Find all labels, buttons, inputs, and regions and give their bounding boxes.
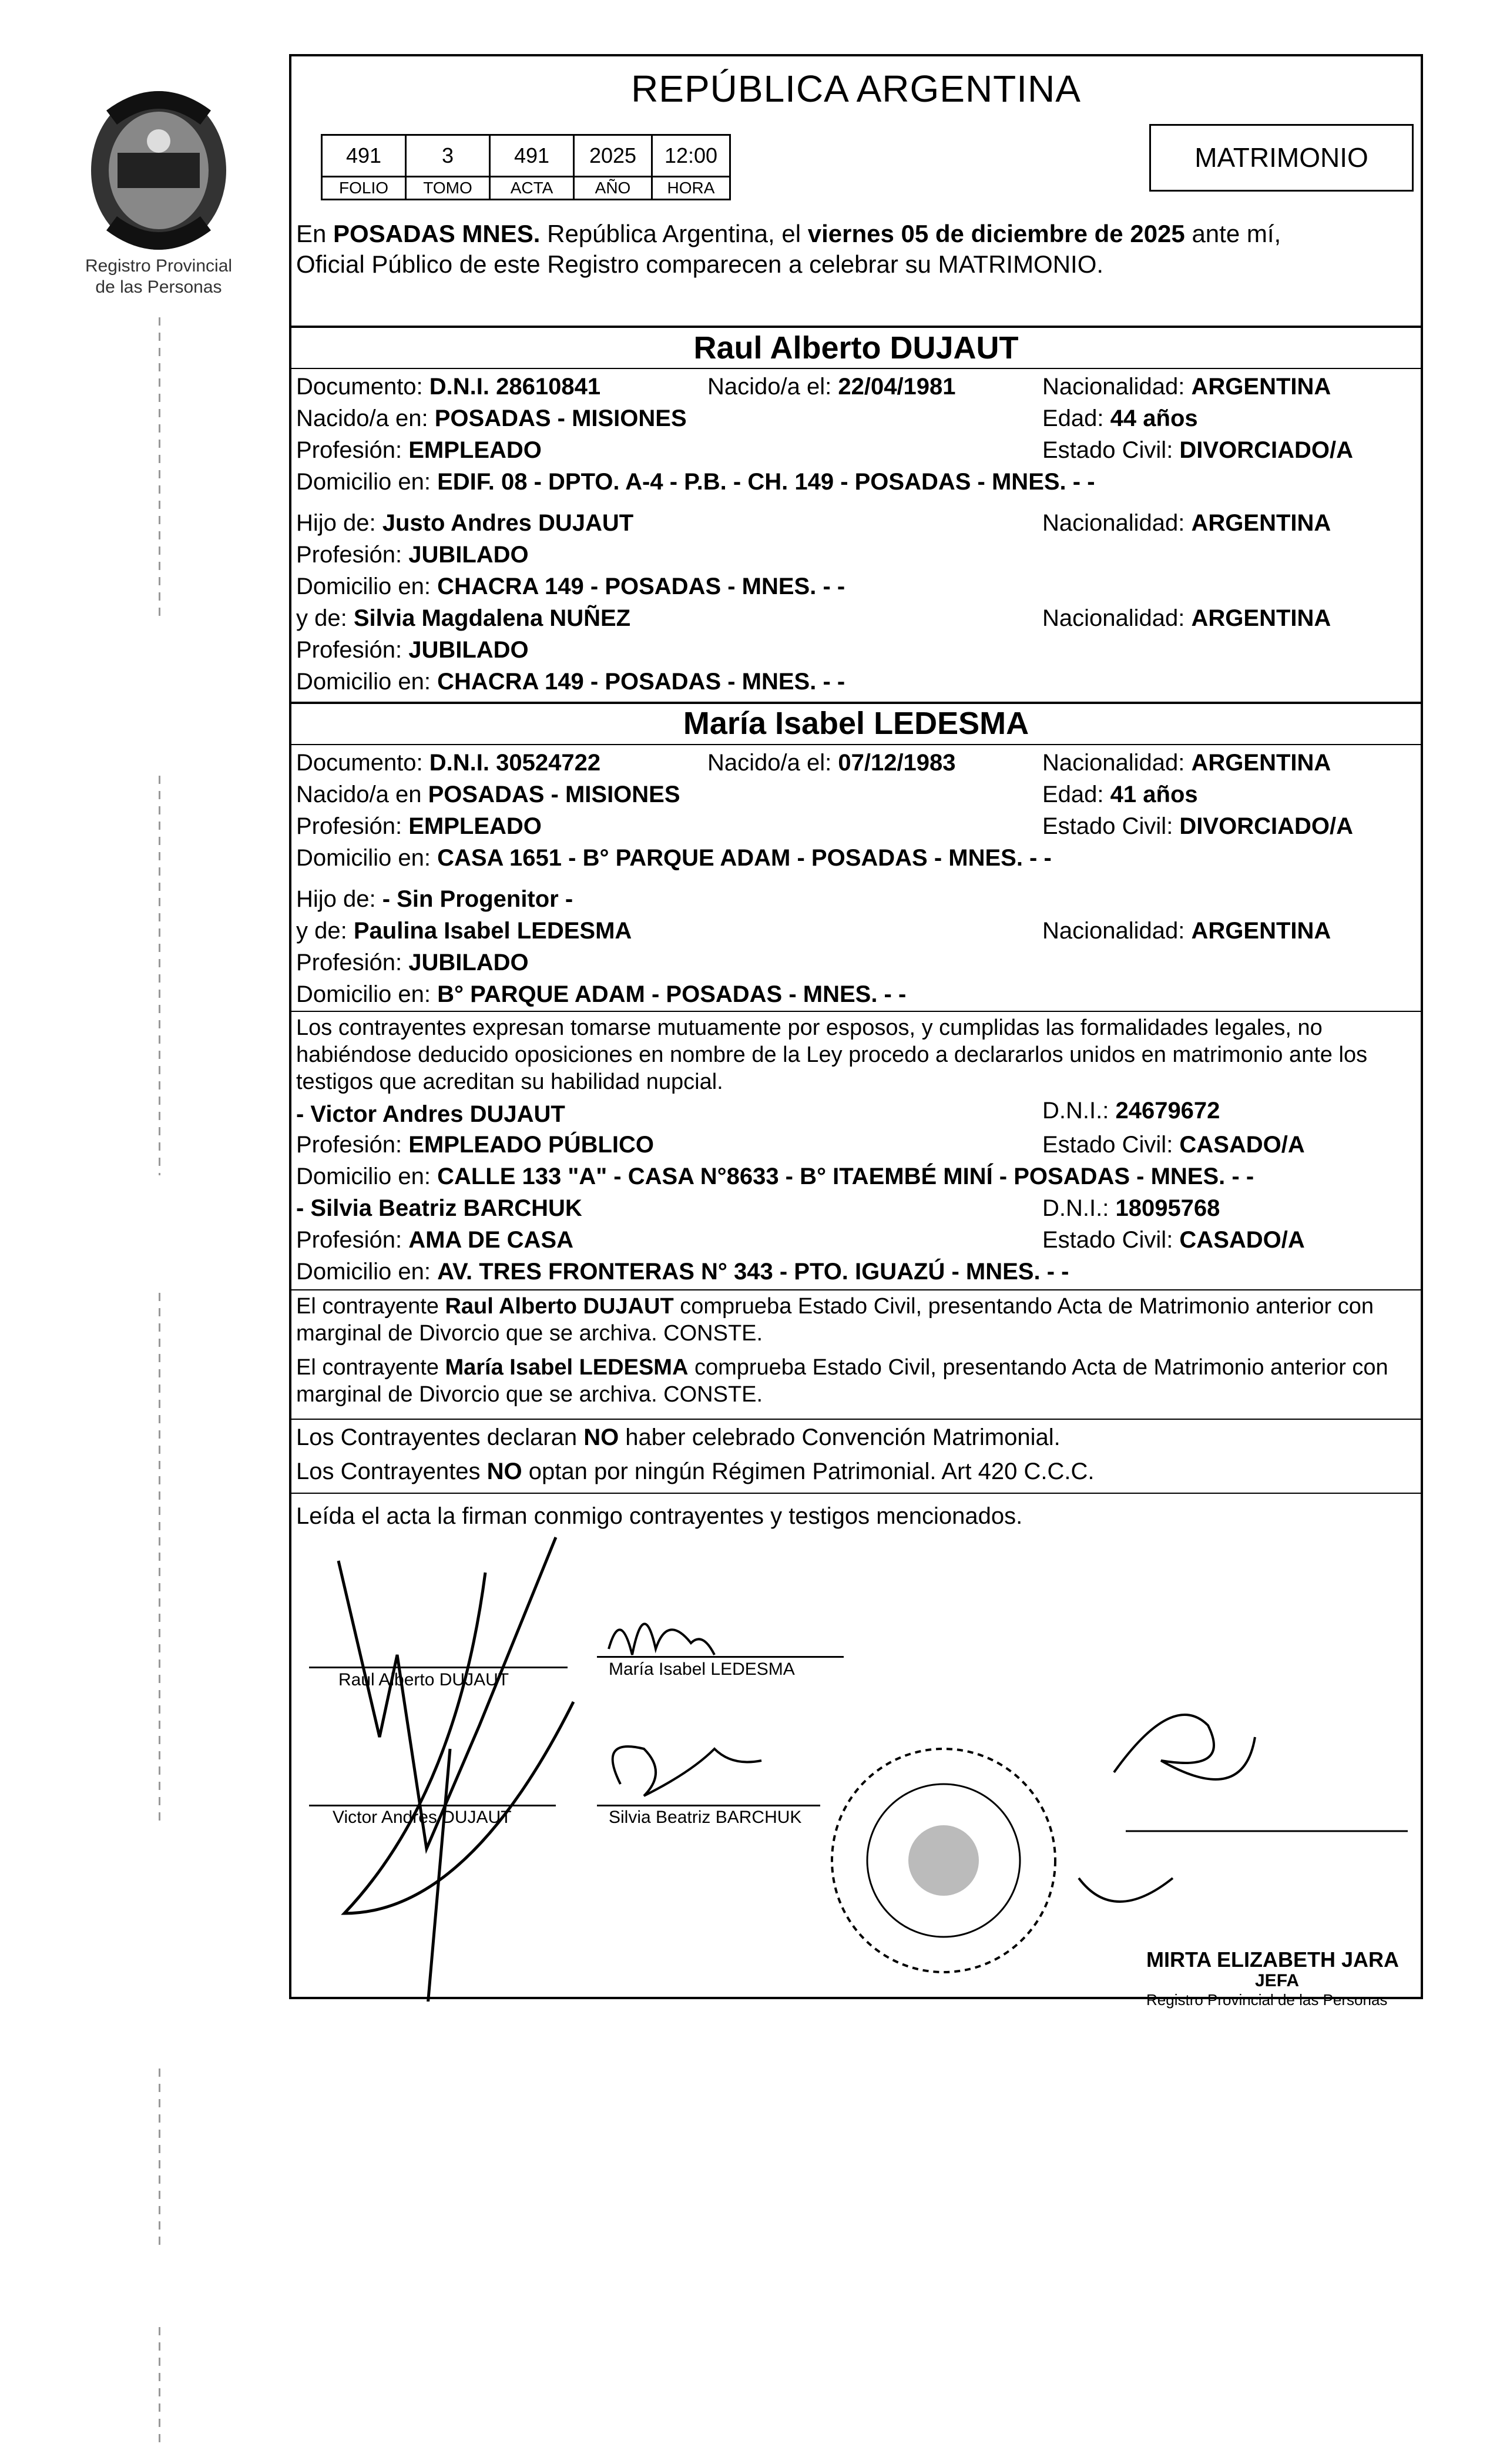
witness1-addr xyxy=(296,1162,1254,1191)
label: Domicilio en: xyxy=(296,1164,438,1189)
value: NO xyxy=(486,1459,522,1484)
margin-dash-line xyxy=(159,776,160,1175)
value: EMPLEADO xyxy=(408,437,542,463)
bride-born xyxy=(707,749,956,777)
declaration-text: Los contrayentes expresan tomarse mutuamente por esposos, y cumplidas las formalidades legales, no habiéndose deducido oposiciones en nombre de la Ley procedo a declararlos unidos en matrimonio ante los testigos que acreditan su habilidad nupcial. xyxy=(296,1015,1368,1094)
groom-addr xyxy=(296,468,1095,496)
groom-born xyxy=(707,373,956,401)
tomo-value: 3 xyxy=(406,135,490,177)
witness2-addr xyxy=(296,1258,1069,1286)
groom-father-prof xyxy=(296,541,529,569)
value: ARGENTINA xyxy=(1191,510,1331,536)
text: optan por ningún Régimen Patrimonial. Art 420 C.C.C. xyxy=(522,1459,1095,1484)
groom-prof xyxy=(296,436,542,464)
value: 24679672 xyxy=(1115,1098,1220,1124)
value: EDIF. 08 - DPTO. A-4 - P.B. - CH. 149 - POSADAS - MNES. - - xyxy=(437,469,1095,495)
value: 18095768 xyxy=(1115,1195,1220,1221)
value: ARGENTINA xyxy=(1191,750,1331,776)
value: CHACRA 149 - POSADAS - MNES. - - xyxy=(437,669,845,695)
logo-caption-line2: de las Personas xyxy=(95,277,222,297)
label: Profesión: xyxy=(296,437,409,463)
groom-mother-nat xyxy=(1042,604,1331,632)
witness1-dni xyxy=(1042,1097,1220,1125)
witness2-civil xyxy=(1042,1226,1305,1254)
value: María Isabel LEDESMA xyxy=(445,1355,689,1380)
year-label: AÑO xyxy=(574,177,652,200)
label: Nacionalidad: xyxy=(1042,510,1192,536)
label: D.N.I.: xyxy=(1042,1098,1116,1124)
groom-name: Raul Alberto DUJAUT xyxy=(693,330,1019,366)
divider xyxy=(291,1011,1421,1012)
acta-label: ACTA xyxy=(490,177,574,200)
value: ARGENTINA xyxy=(1191,605,1331,631)
value: CASADO/A xyxy=(1179,1227,1305,1253)
label: Edad: xyxy=(1042,782,1110,807)
value: JUBILADO xyxy=(408,637,529,663)
bride-nat xyxy=(1042,749,1331,777)
witness1-civil xyxy=(1042,1131,1305,1159)
official-role: JEFA xyxy=(1255,1971,1300,1990)
intro-text: República Argentina, el xyxy=(540,220,808,247)
label: Documento: xyxy=(296,750,429,776)
bride-signature-label: María Isabel LEDESMA xyxy=(609,1660,795,1679)
label: Domicilio en: xyxy=(296,669,438,695)
value: Paulina Isabel LEDESMA xyxy=(353,918,632,944)
tomo-label: TOMO xyxy=(406,177,490,200)
intro-text: ante mí, xyxy=(1184,220,1281,247)
label: Estado Civil: xyxy=(1042,813,1180,839)
label: Estado Civil: xyxy=(1042,437,1180,463)
value: CHACRA 149 - POSADAS - MNES. - - xyxy=(437,574,845,599)
label: Nacionalidad: xyxy=(1042,918,1192,944)
margin-dash-line xyxy=(159,2327,160,2445)
registry-logo xyxy=(71,82,247,306)
year-value: 2025 xyxy=(574,135,652,177)
label: Hijo de: xyxy=(296,510,382,536)
text: Los Contrayentes xyxy=(296,1459,487,1484)
witness1-prof xyxy=(296,1131,654,1159)
label: Domicilio en: xyxy=(296,469,438,495)
value: JUBILADO xyxy=(408,950,529,975)
intro-line1 xyxy=(296,220,1281,248)
divider xyxy=(291,368,1421,369)
official-name: MIRTA ELIZABETH JARA xyxy=(1146,1947,1399,1972)
groom-mother-addr xyxy=(296,668,845,696)
hour-label: HORA xyxy=(652,177,730,200)
label: Domicilio en: xyxy=(296,574,438,599)
value: 22/04/1981 xyxy=(838,374,956,400)
value: Justo Andres DUJAUT xyxy=(382,510,634,536)
value: - Sin Progenitor - xyxy=(382,886,573,912)
page-title: REPÚBLICA ARGENTINA xyxy=(631,68,1081,110)
text: Los Contrayentes declaran xyxy=(296,1424,584,1450)
value: CALLE 133 "A" - CASA N°8633 - B° ITAEMBÉ MINÍ - POSADAS - MNES. - - xyxy=(437,1164,1254,1189)
groom-mother-prof xyxy=(296,636,529,664)
label: Domicilio en: xyxy=(296,1259,438,1285)
bride-mother-nat xyxy=(1042,917,1331,945)
intro-date: viernes 05 de diciembre de 2025 xyxy=(807,220,1185,247)
value: POSADAS - MISIONES xyxy=(434,405,687,431)
closing-text: Leída el acta la firman conmigo contrayentes y testigos mencionados. xyxy=(296,1503,1023,1529)
label: Nacionalidad: xyxy=(1042,605,1192,631)
intro-line2: Oficial Público de este Registro comparecen a celebrar su MATRIMONIO. xyxy=(296,250,1104,278)
text: comprueba Estado Civil, presentando Acta de Matrimonio anterior con marginal de Divorcio que se archiva. CONSTE. xyxy=(296,1355,1388,1407)
groom-age xyxy=(1042,404,1198,433)
acta-value: 491 xyxy=(490,135,574,177)
groom-father-addr xyxy=(296,572,845,601)
note-groom xyxy=(296,1293,1416,1347)
value: CASADO/A xyxy=(1179,1132,1305,1158)
label: Hijo de: xyxy=(296,886,382,912)
text: haber celebrado Convención Matrimonial. xyxy=(619,1424,1061,1450)
witness2-name: - Silvia Beatriz BARCHUK xyxy=(296,1195,582,1221)
bride-name: María Isabel LEDESMA xyxy=(683,706,1029,741)
label: Nacionalidad: xyxy=(1042,750,1192,776)
divider xyxy=(291,1289,1421,1290)
value: DIVORCIADO/A xyxy=(1179,813,1353,839)
witness2-dni xyxy=(1042,1194,1220,1222)
label: Profesión: xyxy=(296,1132,409,1158)
official-seal-icon xyxy=(820,1737,1067,1984)
official-office: Registro Provincial de las Personas xyxy=(1146,1991,1388,2009)
value: AMA DE CASA xyxy=(408,1227,573,1253)
coat-of-arms-icon xyxy=(71,82,247,259)
bride-birthplace xyxy=(296,780,680,809)
value: 44 años xyxy=(1110,405,1198,431)
logo-caption-line1: Registro Provincial xyxy=(85,256,233,276)
groom-signature-label: Raul Alberto DUJAUT xyxy=(338,1670,509,1689)
note-regime xyxy=(296,1457,1095,1486)
intro-text: En xyxy=(296,220,334,247)
label: Nacido/a en xyxy=(296,782,428,807)
hour-value: 12:00 xyxy=(652,135,730,177)
value: NO xyxy=(583,1424,619,1450)
text: El contrayente xyxy=(296,1294,445,1319)
margin-dash-line xyxy=(159,1293,160,1822)
label: Profesión: xyxy=(296,813,409,839)
value: EMPLEADO PÚBLICO xyxy=(408,1132,655,1158)
value: DIVORCIADO/A xyxy=(1179,437,1353,463)
bride-addr xyxy=(296,844,1052,872)
label: Documento: xyxy=(296,374,429,400)
text: comprueba Estado Civil, presentando Acta de Matrimonio anterior con marginal de Divorcio que se archiva. CONSTE. xyxy=(296,1294,1374,1346)
act-type-box: MATRIMONIO xyxy=(1149,124,1414,192)
value: 07/12/1983 xyxy=(838,750,956,776)
value: D.N.I. 28610841 xyxy=(429,374,601,400)
witness2-prof xyxy=(296,1226,573,1254)
bride-doc xyxy=(296,749,600,777)
value: Raul Alberto DUJAUT xyxy=(445,1294,674,1319)
witness2-signature-label: Silvia Beatriz BARCHUK xyxy=(609,1808,802,1827)
value: EMPLEADO xyxy=(408,813,542,839)
bride-prof xyxy=(296,812,542,840)
value: ARGENTINA xyxy=(1191,918,1331,944)
label: Domicilio en: xyxy=(296,845,438,871)
witness1-signature-label: Victor Andres DUJAUT xyxy=(333,1808,512,1827)
label: Nacido/a el: xyxy=(707,750,838,776)
margin-dash-line xyxy=(159,317,160,623)
certificate-frame xyxy=(289,54,1423,2009)
groom-father xyxy=(296,509,633,537)
text: El contrayente xyxy=(296,1355,445,1380)
groom-civil xyxy=(1042,436,1353,464)
label: Estado Civil: xyxy=(1042,1132,1180,1158)
groom-father-nat xyxy=(1042,509,1331,537)
groom-mother xyxy=(296,604,630,632)
value: AV. TRES FRONTERAS N° 343 - PTO. IGUAZÚ - MNES. - - xyxy=(437,1259,1069,1285)
margin-dash-line xyxy=(159,2069,160,2245)
value: D.N.I. 30524722 xyxy=(429,750,601,776)
note-bride xyxy=(296,1354,1416,1408)
label: Edad: xyxy=(1042,405,1110,431)
divider xyxy=(291,702,1421,704)
label: Profesión: xyxy=(296,637,409,663)
label: y de: xyxy=(296,918,354,944)
label: Estado Civil: xyxy=(1042,1227,1180,1253)
intro-place: POSADAS MNES. xyxy=(333,220,541,247)
folio-label: FOLIO xyxy=(322,177,406,200)
label: Nacido/a en: xyxy=(296,405,435,431)
groom-nat xyxy=(1042,373,1331,401)
label: Nacido/a el: xyxy=(707,374,838,400)
groom-birthplace xyxy=(296,404,687,433)
label: Profesión: xyxy=(296,1227,409,1253)
bride-mother-addr xyxy=(296,980,906,1008)
value: Silvia Magdalena NUÑEZ xyxy=(353,605,631,631)
divider xyxy=(291,744,1421,745)
label: Domicilio en: xyxy=(296,981,438,1007)
groom-doc xyxy=(296,373,600,401)
registry-table xyxy=(321,134,731,200)
bride-age xyxy=(1042,780,1198,809)
label: Profesión: xyxy=(296,950,409,975)
divider xyxy=(291,1493,1421,1494)
label: D.N.I.: xyxy=(1042,1195,1116,1221)
value: B° PARQUE ADAM - POSADAS - MNES. - - xyxy=(437,981,907,1007)
value: JUBILADO xyxy=(408,542,529,568)
value: ARGENTINA xyxy=(1191,374,1331,400)
divider xyxy=(291,1419,1421,1420)
label: y de: xyxy=(296,605,354,631)
bride-civil xyxy=(1042,812,1353,840)
bride-mother-prof xyxy=(296,948,529,977)
note-convention xyxy=(296,1423,1061,1451)
label: Profesión: xyxy=(296,542,409,568)
value: 41 años xyxy=(1110,782,1198,807)
folio-value: 491 xyxy=(322,135,406,177)
witness1-name: - Victor Andres DUJAUT xyxy=(296,1101,565,1127)
value: CASA 1651 - B° PARQUE ADAM - POSADAS - MNES. - - xyxy=(437,845,1052,871)
bride-father xyxy=(296,885,573,913)
label: Nacionalidad: xyxy=(1042,374,1192,400)
value: POSADAS - MISIONES xyxy=(428,782,680,807)
divider xyxy=(291,326,1421,328)
bride-mother xyxy=(296,917,632,945)
